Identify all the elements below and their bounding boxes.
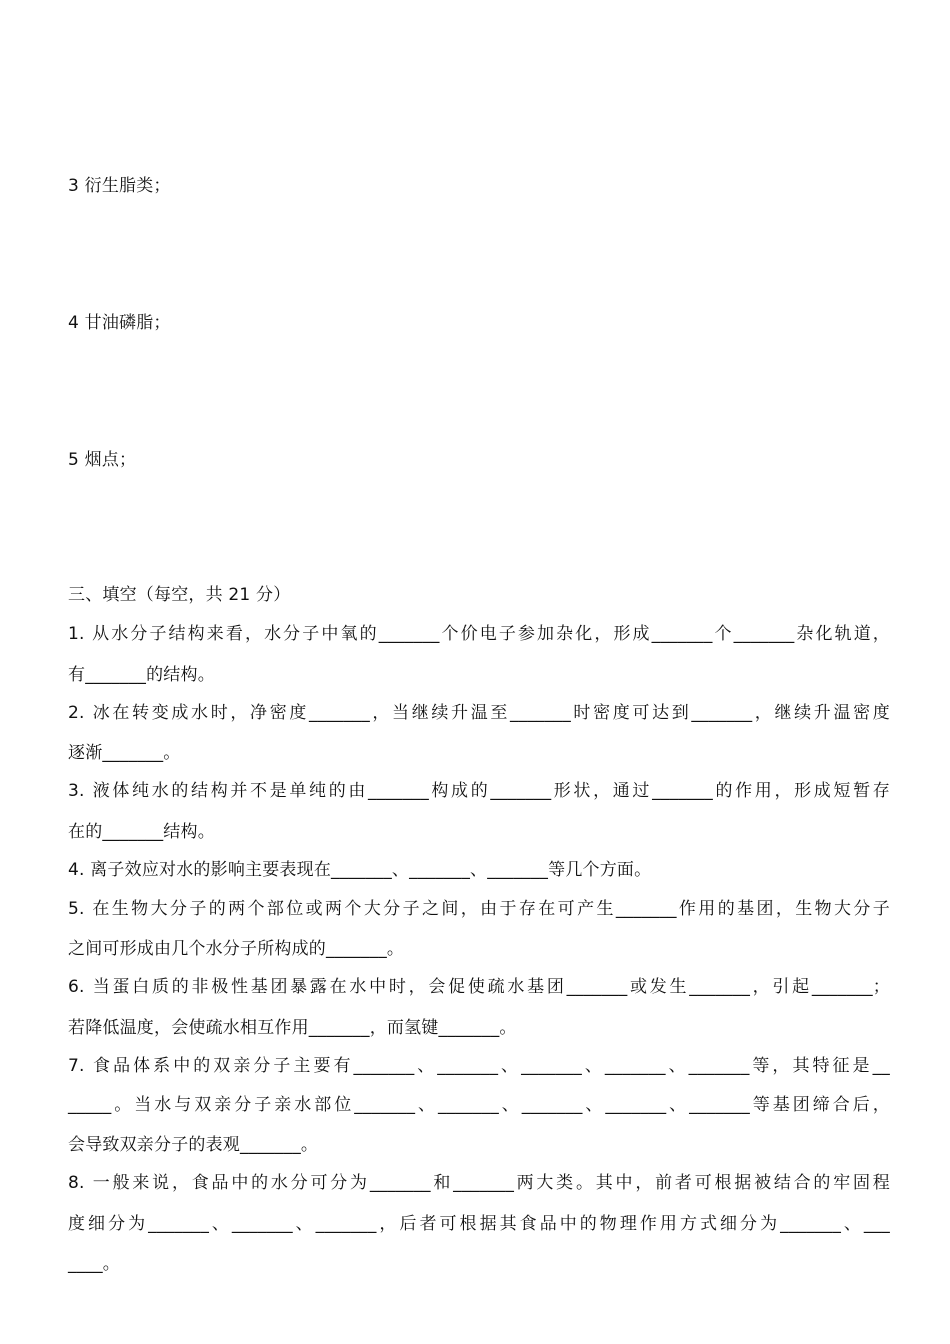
question-8-line-2: 度细分为_______、_______、_______，后者可根据其食品中的物理作用方式细分为_______、___ [68,1214,890,1234]
list-item-derived-lipids: 3 衍生脂类； [68,176,171,196]
question-4-line-1: 4. 离子效应对水的影响主要表现在_______、_______、_______等几个方面。 [68,860,652,880]
list-item-glycerophospholipids: 4 甘油磷脂； [68,313,171,333]
question-1-line-2: 有_______的结构。 [68,665,215,685]
question-7-line-2: _____。当水与双亲分子亲水部位_______、_______、_______、_______、_______等基团缔合后， [68,1095,890,1115]
section-heading: 三、填空（每空，共 21 分） [68,585,291,605]
question-3-line-1: 3. 液体纯水的结构并不是单纯的由_______构成的_______形状，通过_______的作用，形成短暂存 [68,781,890,801]
question-6-line-1: 6. 当蛋白质的非极性基团暴露在水中时，会促使疏水基团_______或发生_______，引起_______； [68,977,890,997]
question-1-line-1: 1. 从水分子结构来看，水分子中氧的_______个价电子参加杂化，形成_______个_______杂化轨道， [68,624,890,644]
question-7-line-3: 会导致双亲分子的表观_______。 [68,1135,319,1155]
question-5-line-1: 5. 在生物大分子的两个部位或两个大分子之间，由于存在可产生_______作用的基团，生物大分子 [68,899,890,919]
question-2-line-1: 2. 冰在转变成水时，净密度_______，当继续升温至_______时密度可达到_______，继续升温密度 [68,703,890,723]
question-8-line-1: 8. 一般来说，食品中的水分可分为_______和_______两大类。其中，前者可根据被结合的牢固程 [68,1173,890,1193]
question-2-line-2: 逐渐_______。 [68,743,181,763]
question-8-line-3: ____。 [68,1254,120,1274]
question-6-line-2: 若降低温度，会使疏水相互作用_______，而氢键_______。 [68,1018,517,1038]
question-5-line-2: 之间可形成由几个水分子所构成的_______。 [68,939,405,959]
question-3-line-2: 在的_______结构。 [68,822,215,842]
question-7-line-1: 7. 食品体系中的双亲分子主要有_______、_______、_______、_______、_______等，其特征是__ [68,1056,890,1076]
list-item-smoke-point: 5 烟点； [68,450,137,470]
